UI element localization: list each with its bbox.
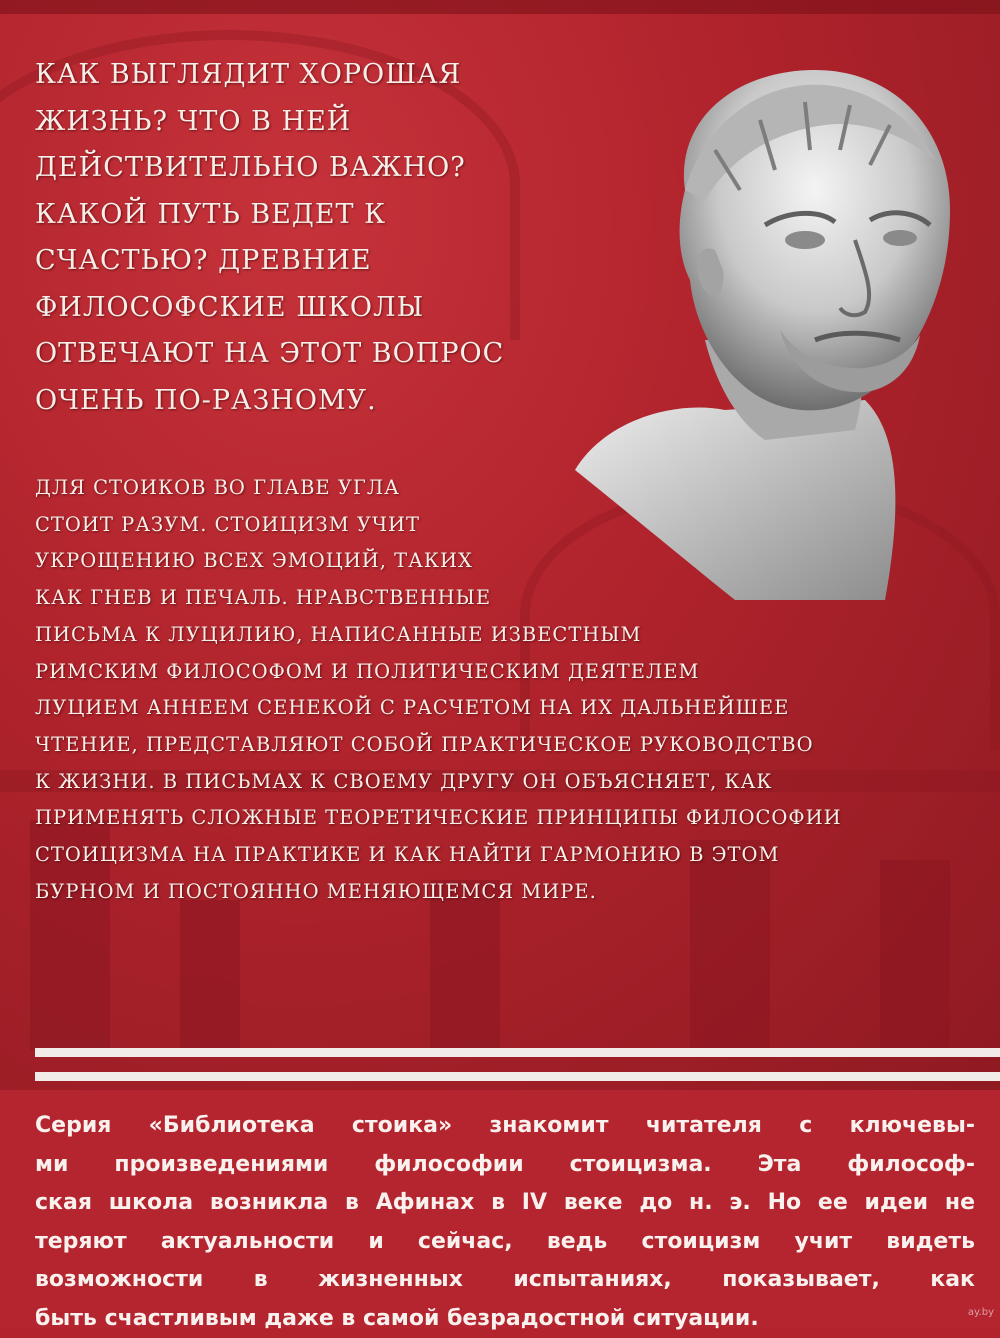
lead-line: ОТВЕЧАЮТ НА ЭТОТ ВОПРОС: [35, 331, 504, 378]
body-line: ЧТЕНИЕ, ПРЕДСТАВЛЯЮТ СОБОЙ ПРАКТИЧЕСКОЕ РУКОВОДСТВО: [35, 727, 842, 764]
body-line: ДЛЯ СТОИКОВ ВО ГЛАВЕ УГЛА: [35, 470, 842, 507]
body-line: СТОИТ РАЗУМ. СТОИЦИЗМ УЧИТ: [35, 507, 842, 544]
lead-line: ДЕЙСТВИТЕЛЬНО ВАЖНО?: [35, 145, 504, 192]
series-line: ская школа возникла в Афинах в IV веке до н. э. Но ее идеи не: [35, 1184, 975, 1223]
body-line: СТОИЦИЗМА НА ПРАКТИКЕ И КАК НАЙТИ ГАРМОНИЮ В ЭТОМ: [35, 837, 842, 874]
body-line: РИМСКИМ ФИЛОСОФОМ И ПОЛИТИЧЕСКИМ ДЕЯТЕЛЕМ: [35, 654, 842, 691]
series-line: ми произведениями философии стоицизма. Эта философ-: [35, 1146, 975, 1185]
body-line: К ЖИЗНИ. В ПИСЬМАХ К СВОЕМУ ДРУГУ ОН ОБЪЯСНЯЕТ, КАК: [35, 764, 842, 801]
lead-line: ОЧЕНЬ ПО-РАЗНОМУ.: [35, 378, 504, 425]
watermark: ay.by: [968, 1307, 994, 1318]
background-column: [180, 900, 240, 1050]
lead-line: ФИЛОСОФСКИЕ ШКОЛЫ: [35, 285, 504, 332]
lead-line: СЧАСТЬЮ? ДРЕВНИЕ: [35, 238, 504, 285]
series-line: Серия «Библиотека стоика» знакомит читателя с ключевы-: [35, 1107, 975, 1146]
lead-line: КАКОЙ ПУТЬ ВЕДЕТ К: [35, 192, 504, 239]
lead-paragraph: [35, 52, 504, 424]
body-line: КАК ГНЕВ И ПЕЧАЛЬ. НРАВСТВЕННЫЕ: [35, 580, 842, 617]
series-line: возможности в жизненных испытаниях, показывает, как: [35, 1261, 975, 1300]
body-line: ПИСЬМА К ЛУЦИЛИЮ, НАПИСАННЫЕ ИЗВЕСТНЫМ: [35, 617, 842, 654]
background-column: [880, 860, 950, 1050]
body-paragraph: [35, 470, 842, 910]
divider-rule: [35, 1072, 1000, 1081]
series-description: [35, 1107, 975, 1338]
divider-rule: [35, 1048, 1000, 1057]
series-line: быть счастливым даже в самой безрадостной ситуации.: [35, 1300, 975, 1338]
body-line: УКРОЩЕНИЮ ВСЕХ ЭМОЦИЙ, ТАКИХ: [35, 543, 842, 580]
body-line: ПРИМЕНЯТЬ СЛОЖНЫЕ ТЕОРЕТИЧЕСКИЕ ПРИНЦИПЫ ФИЛОСОФИИ: [35, 800, 842, 837]
lead-line: ЖИЗНЬ? ЧТО В НЕЙ: [35, 99, 504, 146]
series-line: теряют актуальности и сейчас, ведь стоицизм учит видеть: [35, 1223, 975, 1262]
body-line: БУРНОМ И ПОСТОЯННО МЕНЯЮЩЕМСЯ МИРЕ.: [35, 874, 842, 911]
top-band: [0, 0, 1000, 14]
body-line: ЛУЦИЕМ АННЕЕМ СЕНЕКОЙ С РАСЧЕТОМ НА ИХ ДАЛЬНЕЙШЕЕ: [35, 690, 842, 727]
lead-line: КАК ВЫГЛЯДИТ ХОРОШАЯ: [35, 52, 504, 99]
